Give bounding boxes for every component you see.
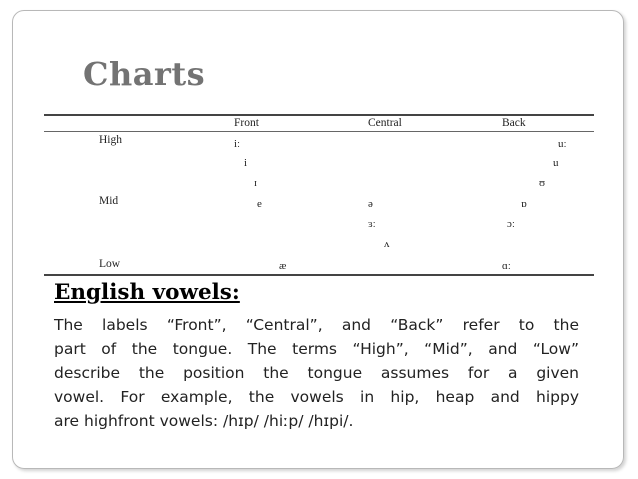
vowel-chart bbox=[44, 112, 594, 276]
vowel-symbol: ɪ bbox=[254, 177, 258, 189]
column-header-front: Front bbox=[234, 117, 259, 129]
vowel-symbol: ə bbox=[368, 198, 373, 210]
row-header-mid: Mid bbox=[99, 195, 119, 207]
table-rule-bottom bbox=[44, 274, 594, 276]
column-header-central: Central bbox=[368, 117, 402, 129]
body-line: The labels “Front”, “Central”, and “Back” refer to the bbox=[54, 316, 579, 334]
body-line: are highfront vowels: /hɪp/ /hiːp/ /hɪpi/. bbox=[54, 412, 354, 430]
vowel-symbol: æ bbox=[279, 260, 287, 272]
vowel-symbol: ɔː bbox=[507, 218, 515, 230]
vowel-symbol: i bbox=[244, 157, 248, 169]
vowel-symbol: ɜː bbox=[368, 218, 376, 230]
vowel-symbol: uː bbox=[558, 138, 567, 150]
vowel-symbol: ʌ bbox=[384, 238, 390, 250]
vowel-symbol: ʊ bbox=[539, 177, 546, 189]
vowel-symbol: ɑː bbox=[502, 260, 511, 272]
section-heading: English vowels: bbox=[54, 280, 240, 305]
vowel-symbol: iː bbox=[234, 138, 241, 150]
body-paragraph bbox=[54, 313, 579, 433]
table-rule-header bbox=[44, 131, 594, 132]
body-line: part of the tongue. The terms “High”, “Mid”, and “Low” bbox=[54, 340, 579, 358]
vowel-symbol: e bbox=[257, 198, 262, 210]
column-header-back: Back bbox=[502, 117, 526, 129]
row-header-low: Low bbox=[99, 258, 121, 270]
body-line: vowel. For example, the vowels in hip, heap and hippy bbox=[54, 388, 579, 406]
body-line: describe the position the tongue assumes for a given bbox=[54, 364, 579, 382]
page-title: Charts bbox=[83, 55, 206, 93]
vowel-symbol: ɒ bbox=[521, 198, 527, 210]
vowel-symbol: u bbox=[553, 157, 559, 169]
row-header-high: High bbox=[99, 134, 122, 146]
table-rule-top bbox=[44, 114, 594, 116]
